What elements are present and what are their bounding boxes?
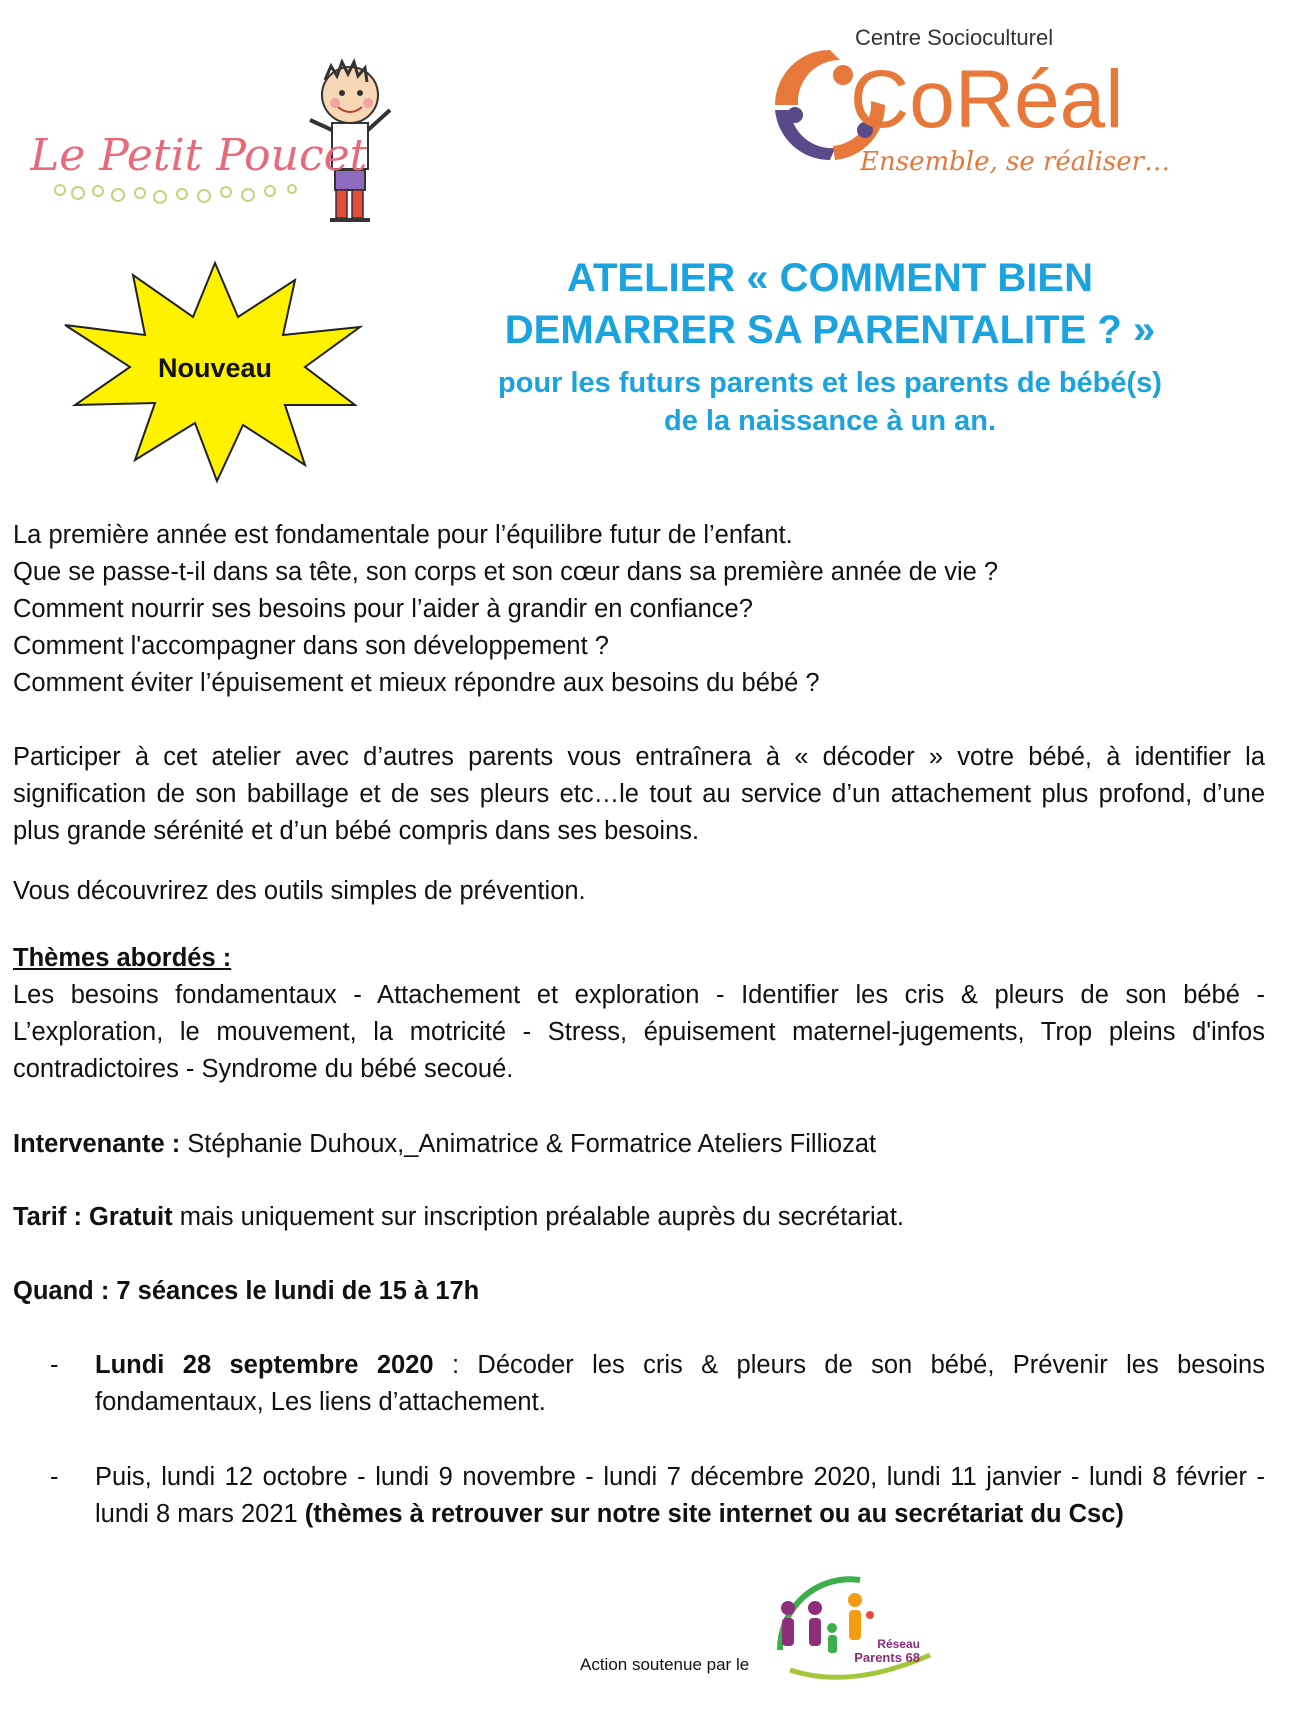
themes-heading-text: Thèmes abordés :	[13, 944, 232, 972]
themes-heading	[13, 940, 1265, 977]
price-label: Tarif : Gratuit	[13, 1203, 173, 1231]
intro-line: Comment l'accompagner dans son développement ?	[13, 632, 609, 660]
nouveau-label: Nouveau	[157, 353, 273, 383]
le-petit-poucet-logo	[30, 55, 410, 235]
speaker-line	[13, 1126, 1265, 1163]
session-desc: Puis, lundi 12 octobre - lundi 9 novembre - lundi 7 décembre 2020, lundi 11 janvier - lundi 8 février - lundi 8 mars 2021	[95, 1463, 1265, 1528]
intro-line: Comment nourrir ses besoins pour l’aider à grandir en confiance?	[13, 595, 753, 623]
when-text: Quand : 7 séances le lundi de 15 à 17h	[13, 1277, 480, 1305]
coreal-tagline: Ensemble, se réaliser…	[860, 147, 1171, 177]
tools-paragraph: Vous découvrirez des outils simples de prévention.	[13, 877, 586, 905]
reseau-parents-logo	[770, 1570, 945, 1690]
subtitle-line-1: pour les futurs parents et les parents de bébé(s)	[498, 367, 1162, 399]
nouveau-badge	[55, 255, 375, 485]
speaker-value: Stéphanie Duhoux,_Animatrice & Formatrice Ateliers Filliozat	[180, 1130, 877, 1158]
petit-poucet-text: Le Petit Poucet	[30, 130, 368, 181]
price-line	[13, 1199, 1265, 1236]
session-desc: : Décoder les cris & pleurs de son bébé, Prévenir les besoins fondamentaux, Les liens d’attachement.	[95, 1351, 1265, 1416]
bullet-dash: -	[50, 1351, 59, 1379]
subtitle-line-2: de la naissance à un an.	[663, 405, 997, 437]
speaker-label: Intervenante :	[13, 1130, 181, 1158]
intro-line: Comment éviter l’épuisement et mieux répondre aux besoins du bébé ?	[13, 669, 820, 697]
bullet-dash: -	[50, 1463, 59, 1491]
session-text	[95, 1459, 1265, 1533]
coreal-top-label: Centre Socioculturel	[855, 25, 1054, 50]
intro-line: La première année est fondamentale pour l’équilibre futur de l’enfant.	[13, 521, 793, 549]
when-line	[13, 1273, 1265, 1310]
reseau-line-2: Parents 68	[854, 1650, 920, 1665]
reseau-line-1: Réseau	[877, 1637, 920, 1651]
intro-block	[13, 517, 1265, 702]
coreal-logo	[755, 15, 1275, 195]
session-note: (thèmes à retrouver sur notre site internet ou au secrétariat du Csc)	[304, 1500, 1124, 1528]
session-date: Lundi 28 septembre 2020	[95, 1351, 434, 1379]
price-value: mais uniquement sur inscription préalable auprès du secrétariat.	[172, 1203, 905, 1231]
session-text	[95, 1347, 1265, 1421]
themes-text: Les besoins fondamentaux - Attachement et exploration - Identifier les cris & pleurs de son bébé - L’exploration, le mouvement, la motricité - Stress, épuisement maternel-jugements, Trop pleins d'infos contradictoires - Syndrome du bébé secoué.	[13, 981, 1265, 1083]
participation-paragraph: Participer à cet atelier avec d’autres parents vous entraînera à « décoder » votre bébé, à identifier la signification de son babillage et de ses pleurs etc…le tout au service d’un attachement plus profond, d’une plus grande sérénité et d’un bébé compris dans ses besoins.	[13, 743, 1265, 845]
intro-line: Que se passe-t-il dans sa tête, son corps et son cœur dans sa première année de vie ?	[13, 558, 999, 586]
title-line-1: ATELIER « COMMENT BIEN	[567, 256, 1093, 300]
footer-label: Action soutenue par le	[580, 1655, 750, 1674]
coreal-name: CoRéal	[850, 54, 1124, 145]
title-line-2: DEMARRER SA PARENTALITE ? »	[504, 308, 1156, 352]
